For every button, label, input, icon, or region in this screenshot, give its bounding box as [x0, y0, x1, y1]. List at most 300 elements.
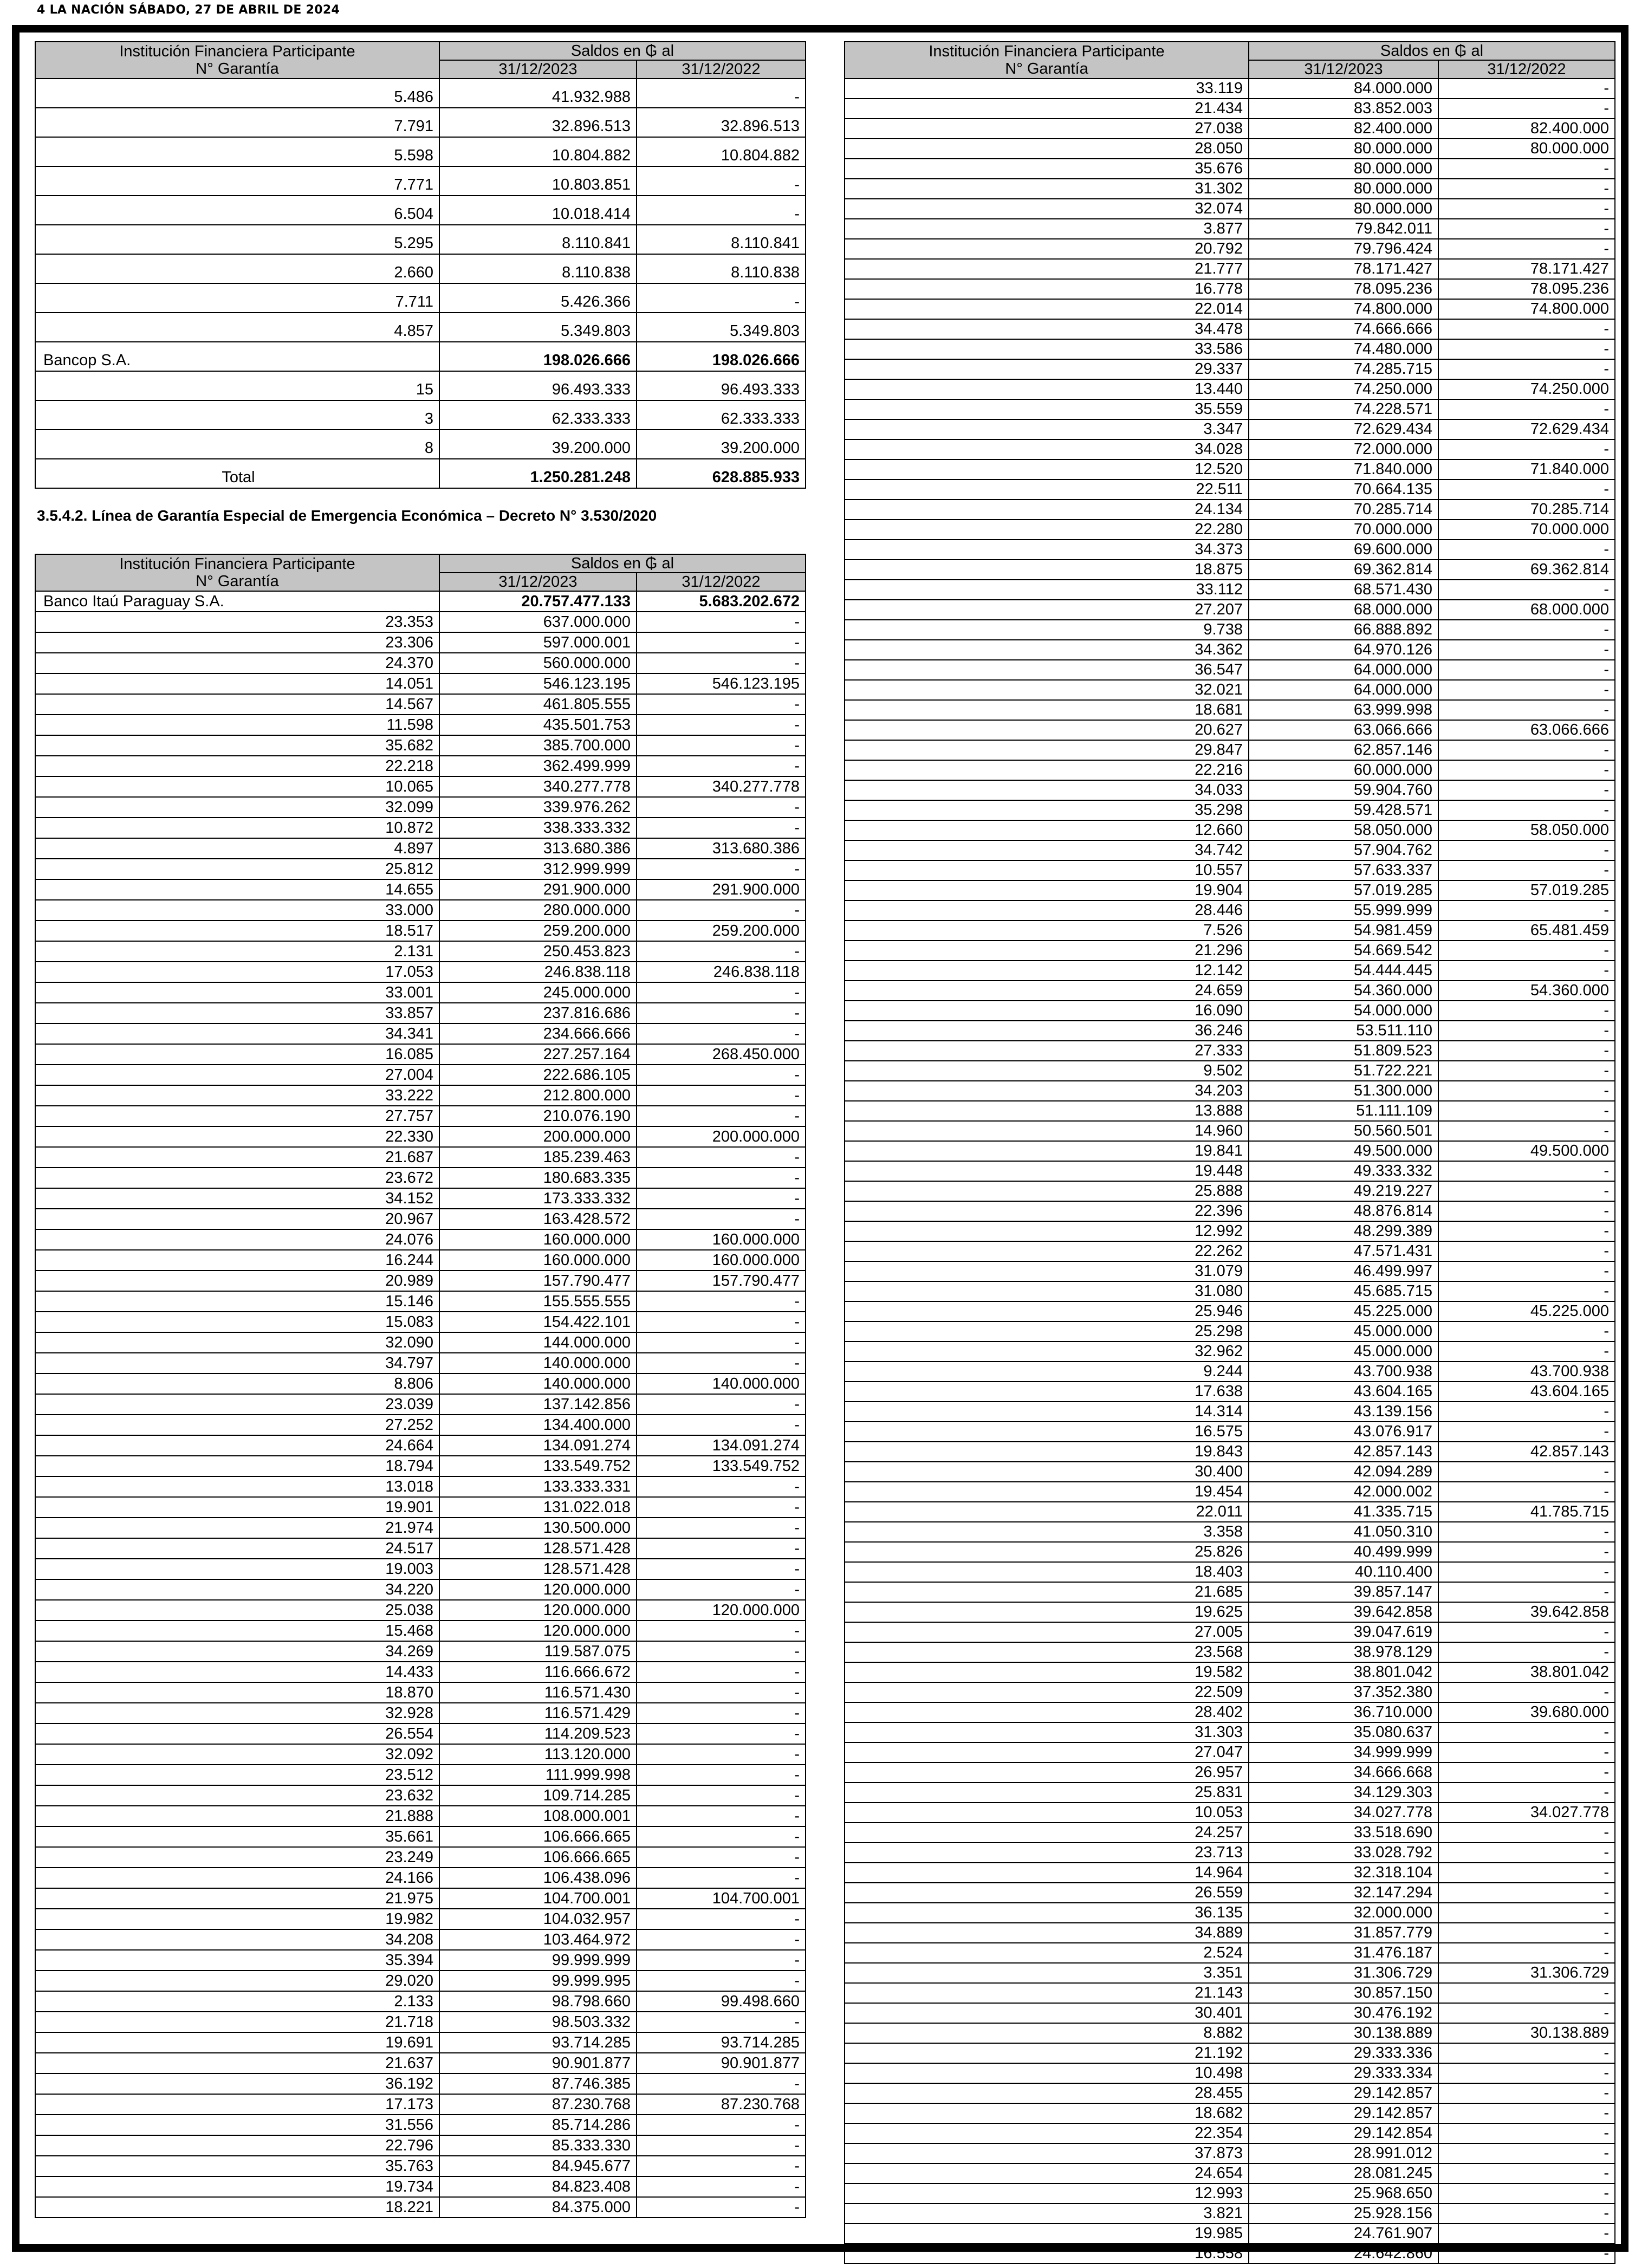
balance-2022: - — [637, 1806, 806, 1826]
balance-2022: 8.110.841 — [637, 225, 806, 254]
table-row — [845, 941, 1615, 961]
table-row — [35, 313, 806, 342]
table-row — [845, 379, 1615, 399]
balance-2023: 83.852.003 — [1249, 99, 1438, 119]
balance-2023: 36.710.000 — [1249, 1702, 1438, 1722]
balance-2023: 8.110.838 — [439, 254, 637, 283]
balance-2023: 10.803.851 — [439, 166, 637, 196]
guarantee-number: 10.557 — [845, 860, 1249, 880]
table-row — [35, 982, 806, 1003]
balance-2022: - — [637, 1826, 806, 1847]
balance-2022: 39.642.858 — [1438, 1602, 1615, 1622]
balance-2023: 31.306.729 — [1249, 1963, 1438, 1983]
balance-2022: 57.019.285 — [1438, 880, 1615, 900]
guarantee-number: 10.053 — [845, 1803, 1249, 1823]
balance-2023: 130.500.000 — [439, 1518, 637, 1538]
balance-2023: 31.857.779 — [1249, 1923, 1438, 1943]
balance-2023: 29.142.857 — [1249, 2083, 1438, 2103]
balance-2023: 131.022.018 — [439, 1497, 637, 1518]
balance-2022: - — [1438, 1622, 1615, 1642]
balance-2022: - — [637, 2156, 806, 2176]
table-row — [845, 1442, 1615, 1462]
table-bottom-left-body — [35, 591, 806, 2218]
table-row — [845, 1161, 1615, 1181]
balance-2023: 63.066.666 — [1249, 720, 1438, 740]
balance-2022: 70.285.714 — [1438, 500, 1615, 520]
balance-2022: 99.498.660 — [637, 1991, 806, 2012]
balance-2022: - — [637, 632, 806, 653]
guarantee-number: 32.074 — [845, 199, 1249, 219]
table-row — [35, 371, 806, 400]
balance-2022: - — [1438, 961, 1615, 981]
table-row — [845, 399, 1615, 419]
balance-2022: - — [637, 735, 806, 756]
balance-2022: - — [637, 982, 806, 1003]
balance-2022: 87.230.768 — [637, 2094, 806, 2115]
balance-2022: - — [1438, 941, 1615, 961]
guarantee-number: 35.559 — [845, 399, 1249, 419]
balance-2022: - — [1438, 1221, 1615, 1241]
balance-2022: - — [1438, 2063, 1615, 2083]
bank-name: Banco Itaú Paraguay S.A. — [35, 591, 439, 612]
guarantee-number: 35.394 — [35, 1950, 439, 1971]
table-row — [845, 1803, 1615, 1823]
balance-2022: - — [637, 1065, 806, 1085]
balance-2022: - — [1438, 1281, 1615, 1301]
balance-2022: - — [1438, 2083, 1615, 2103]
guarantee-number: 22.216 — [845, 760, 1249, 780]
guarantee-number: 10.498 — [845, 2063, 1249, 2083]
balance-2023: 28.991.012 — [1249, 2143, 1438, 2163]
table-row — [845, 1943, 1615, 1963]
guarantee-number: 16.778 — [845, 279, 1249, 299]
table-row — [845, 339, 1615, 359]
balance-2022: 74.800.000 — [1438, 299, 1615, 319]
guarantee-number: 32.021 — [845, 680, 1249, 700]
balance-2022: - — [637, 2115, 806, 2135]
balance-2023: 28.081.245 — [1249, 2163, 1438, 2183]
balance-2022: 160.000.000 — [637, 1250, 806, 1271]
table-row — [35, 1312, 806, 1332]
balance-2023: 72.629.434 — [1249, 419, 1438, 439]
balance-2022: - — [1438, 1121, 1615, 1141]
table-row — [845, 580, 1615, 600]
balance-2022: 93.714.285 — [637, 2032, 806, 2053]
balance-2022: 69.362.814 — [1438, 560, 1615, 580]
table-row — [845, 1221, 1615, 1241]
balance-2022: - — [1438, 860, 1615, 880]
balance-2023: 43.700.938 — [1249, 1362, 1438, 1382]
balance-2023: 42.000.002 — [1249, 1482, 1438, 1502]
table-row — [845, 79, 1615, 99]
balance-2022: 32.896.513 — [637, 108, 806, 137]
guarantee-number: 32.928 — [35, 1703, 439, 1723]
table-row — [35, 1003, 806, 1023]
balance-2023: 120.000.000 — [439, 1579, 637, 1600]
balance-2023: 250.453.823 — [439, 941, 637, 962]
balance-2022: 259.200.000 — [637, 921, 806, 941]
balance-2023: 32.147.294 — [1249, 1883, 1438, 1903]
balance-2023: 461.805.555 — [439, 694, 637, 715]
table-row — [845, 459, 1615, 479]
balance-2022: - — [1438, 2143, 1615, 2163]
header-balances: Saldos en ₲ al — [1249, 42, 1615, 60]
table-right-panel — [844, 41, 1614, 2264]
table-row — [35, 632, 806, 653]
balance-2022: - — [637, 900, 806, 921]
balance-2022: - — [1438, 1081, 1615, 1101]
balance-2023: 133.333.331 — [439, 1476, 637, 1497]
balance-2022: - — [1438, 1061, 1615, 1081]
balance-2023: 200.000.000 — [439, 1126, 637, 1147]
balance-2022: - — [1438, 1101, 1615, 1121]
balance-2022: - — [1438, 399, 1615, 419]
guarantee-number: 18.682 — [845, 2103, 1249, 2123]
balance-2023: 51.809.523 — [1249, 1041, 1438, 1061]
balance-2022: - — [637, 941, 806, 962]
section-title: 3.5.4.2. Línea de Garantía Especial de Emergencia Económica – Decreto N° 3.530/2020 — [37, 507, 657, 524]
guarantee-number: 22.509 — [845, 1682, 1249, 1702]
guarantee-number: 2.133 — [35, 1991, 439, 2012]
balance-2023: 338.333.332 — [439, 818, 637, 838]
guarantee-number: 16.558 — [845, 2244, 1249, 2264]
balance-2022: - — [637, 1744, 806, 1765]
table-row — [35, 879, 806, 900]
balance-2023: 55.999.999 — [1249, 900, 1438, 921]
table-row — [35, 283, 806, 313]
balance-2022: 546.123.195 — [637, 673, 806, 694]
balance-2022: 313.680.386 — [637, 838, 806, 859]
balance-2023: 54.981.459 — [1249, 921, 1438, 941]
guarantee-number: 3.358 — [845, 1522, 1249, 1542]
guarantee-number: 24.134 — [845, 500, 1249, 520]
guarantee-number: 19.982 — [35, 1909, 439, 1929]
balance-2022: - — [1438, 1562, 1615, 1582]
balance-2023: 54.669.542 — [1249, 941, 1438, 961]
guarantee-number: 22.011 — [845, 1502, 1249, 1522]
balance-2022: - — [1438, 1342, 1615, 1362]
guarantee-number: 26.559 — [845, 1883, 1249, 1903]
balance-2022: 71.840.000 — [1438, 459, 1615, 479]
balance-2022: 120.000.000 — [637, 1600, 806, 1621]
balance-2023: 144.000.000 — [439, 1332, 637, 1353]
table-row — [845, 500, 1615, 520]
table-row — [845, 99, 1615, 119]
balance-2023: 291.900.000 — [439, 879, 637, 900]
balance-2023: 33.028.792 — [1249, 1843, 1438, 1863]
table-row — [845, 1983, 1615, 2003]
balance-2022: 8.110.838 — [637, 254, 806, 283]
balance-2022: 198.026.666 — [637, 342, 806, 371]
header-institution-label: Institución Financiera Participante — [119, 555, 355, 573]
guarantee-number: 26.957 — [845, 1762, 1249, 1783]
guarantee-number: 34.203 — [845, 1081, 1249, 1101]
guarantee-number: 22.280 — [845, 520, 1249, 540]
balance-2022: - — [637, 694, 806, 715]
table-row — [845, 1522, 1615, 1542]
guarantee-number: 16.090 — [845, 1001, 1249, 1021]
balance-2022: 41.785.715 — [1438, 1502, 1615, 1522]
balance-2022: 246.838.118 — [637, 962, 806, 982]
balance-2023: 40.110.400 — [1249, 1562, 1438, 1582]
guarantee-number: 22.218 — [35, 756, 439, 776]
table-row — [35, 838, 806, 859]
balance-2023: 99.999.999 — [439, 1950, 637, 1971]
balance-2023: 245.000.000 — [439, 982, 637, 1003]
balance-2023: 116.571.429 — [439, 1703, 637, 1723]
balance-2023: 35.080.637 — [1249, 1722, 1438, 1742]
balance-2022: - — [637, 1929, 806, 1950]
table-row — [35, 1641, 806, 1662]
guarantee-number: 21.296 — [845, 941, 1249, 961]
guarantee-number: 32.099 — [35, 797, 439, 818]
balance-2022: 82.400.000 — [1438, 119, 1615, 139]
balance-2023: 113.120.000 — [439, 1744, 637, 1765]
balance-2022: - — [637, 1662, 806, 1682]
guarantee-number: 22.330 — [35, 1126, 439, 1147]
guarantee-number: 23.713 — [845, 1843, 1249, 1863]
balance-2022: - — [637, 653, 806, 673]
balance-2023: 48.876.814 — [1249, 1201, 1438, 1221]
balance-2022: - — [1438, 1843, 1615, 1863]
guarantee-number: 34.152 — [35, 1188, 439, 1209]
table-row — [845, 199, 1615, 219]
balance-2023: 74.480.000 — [1249, 339, 1438, 359]
balance-2022: - — [637, 859, 806, 879]
balance-2023: 45.225.000 — [1249, 1301, 1438, 1321]
guarantee-number: 14.964 — [845, 1863, 1249, 1883]
guarantee-number: 17.638 — [845, 1382, 1249, 1402]
balance-2022: - — [1438, 640, 1615, 660]
table-row — [845, 1742, 1615, 1762]
guarantee-number: 36.246 — [845, 1021, 1249, 1041]
table-row — [845, 1783, 1615, 1803]
balance-2022: - — [637, 1085, 806, 1106]
balance-2023: 339.976.262 — [439, 797, 637, 818]
table-row — [845, 1402, 1615, 1422]
guarantee-number: 21.888 — [35, 1806, 439, 1826]
balance-2023: 210.076.190 — [439, 1106, 637, 1126]
total-label: Total — [35, 459, 439, 488]
header-date-2022: 31/12/2022 — [637, 60, 806, 79]
guarantee-number: 34.373 — [845, 540, 1249, 560]
balance-2022: - — [1438, 79, 1615, 99]
balance-2022: - — [637, 1291, 806, 1312]
header-date-2023: 31/12/2023 — [439, 60, 637, 79]
balance-2023: 69.362.814 — [1249, 560, 1438, 580]
guarantee-number: 17.053 — [35, 962, 439, 982]
balance-2023: 42.094.289 — [1249, 1462, 1438, 1482]
balance-2022: - — [1438, 760, 1615, 780]
guarantee-number: 23.512 — [35, 1765, 439, 1785]
guarantee-number: 21.718 — [35, 2012, 439, 2032]
balance-2022: 58.050.000 — [1438, 820, 1615, 840]
balance-2023: 313.680.386 — [439, 838, 637, 859]
balance-2022: - — [637, 196, 806, 225]
balance-2022: 10.804.882 — [637, 137, 806, 166]
balance-2022: - — [637, 1188, 806, 1209]
guarantee-number: 24.257 — [845, 1823, 1249, 1843]
balance-2023: 119.587.075 — [439, 1641, 637, 1662]
guarantee-number: 19.454 — [845, 1482, 1249, 1502]
guarantee-number: 34.269 — [35, 1641, 439, 1662]
table-row — [845, 1963, 1615, 1983]
balance-2023: 82.400.000 — [1249, 119, 1438, 139]
balance-2023: 116.666.672 — [439, 1662, 637, 1682]
table-row — [35, 1023, 806, 1044]
guarantee-number: 26.554 — [35, 1723, 439, 1744]
table-row — [35, 2176, 806, 2197]
balance-2022: 134.091.274 — [637, 1435, 806, 1456]
table-row — [845, 1622, 1615, 1642]
balance-2022: - — [1438, 1682, 1615, 1702]
table-row — [35, 1065, 806, 1085]
balance-2023: 99.999.995 — [439, 1971, 637, 1991]
table-row — [35, 1806, 806, 1826]
balance-2022: - — [637, 1579, 806, 1600]
table-row — [845, 700, 1615, 720]
table-row — [35, 2135, 806, 2156]
balance-2023: 74.666.666 — [1249, 319, 1438, 339]
header-institution — [35, 42, 439, 79]
guarantee-number: 33.001 — [35, 982, 439, 1003]
table-row — [35, 1703, 806, 1723]
balance-2023: 57.019.285 — [1249, 880, 1438, 900]
balance-2023: 84.823.408 — [439, 2176, 637, 2197]
guarantee-number: 28.446 — [845, 900, 1249, 921]
balance-2022: 34.027.778 — [1438, 1803, 1615, 1823]
guarantee-number: 19.901 — [35, 1497, 439, 1518]
balance-2023: 57.904.762 — [1249, 840, 1438, 860]
balance-2022: - — [1438, 1863, 1615, 1883]
guarantee-number: 17.173 — [35, 2094, 439, 2115]
header-guarantee-label: N° Garantía — [1005, 60, 1088, 77]
balance-2023: 29.142.854 — [1249, 2123, 1438, 2143]
balance-2023: 29.142.857 — [1249, 2103, 1438, 2123]
table-row — [35, 137, 806, 166]
guarantee-number: 30.400 — [845, 1462, 1249, 1482]
balance-2023: 39.047.619 — [1249, 1622, 1438, 1642]
guarantee-number: 21.143 — [845, 1983, 1249, 2003]
guarantee-number: 35.763 — [35, 2156, 439, 2176]
guarantee-number: 25.812 — [35, 859, 439, 879]
balance-2022: - — [1438, 1001, 1615, 1021]
balance-2022: - — [1438, 179, 1615, 199]
table-row — [35, 715, 806, 735]
balance-2022: - — [1438, 2163, 1615, 2183]
guarantee-number: 33.000 — [35, 900, 439, 921]
balance-2023: 39.857.147 — [1249, 1582, 1438, 1602]
total-2022: 628.885.933 — [637, 459, 806, 488]
balance-2023: 362.499.999 — [439, 756, 637, 776]
balance-2023: 30.476.192 — [1249, 2003, 1438, 2023]
balance-2023: 34.129.303 — [1249, 1783, 1438, 1803]
balance-2023: 637.000.000 — [439, 612, 637, 632]
guarantee-number: 32.092 — [35, 1744, 439, 1765]
balance-2023: 222.686.105 — [439, 1065, 637, 1085]
table-row — [35, 196, 806, 225]
guarantee-number: 14.314 — [845, 1402, 1249, 1422]
balance-2022: - — [1438, 99, 1615, 119]
table-row — [35, 1126, 806, 1147]
balance-2023: 51.300.000 — [1249, 1081, 1438, 1101]
balance-2023: 32.318.104 — [1249, 1863, 1438, 1883]
balance-2022: - — [1438, 1522, 1615, 1542]
table-row — [35, 1991, 806, 2012]
balance-2022: 74.250.000 — [1438, 379, 1615, 399]
balance-2022: - — [1438, 1762, 1615, 1783]
table-row — [35, 1291, 806, 1312]
table-bottom-left-panel — [35, 554, 805, 2218]
table-row — [35, 2073, 806, 2094]
table-row — [35, 962, 806, 982]
table-row — [845, 1422, 1615, 1442]
balance-2022: - — [1438, 1021, 1615, 1041]
balance-2022: 43.700.938 — [1438, 1362, 1615, 1382]
balance-2022: - — [1438, 1582, 1615, 1602]
balance-2023: 51.111.109 — [1249, 1101, 1438, 1121]
guarantee-number: 21.975 — [35, 1888, 439, 1909]
balance-2022: 45.225.000 — [1438, 1301, 1615, 1321]
balance-2023: 104.032.957 — [439, 1909, 637, 1929]
balance-2022: - — [1438, 700, 1615, 720]
guarantee-number: 24.659 — [845, 981, 1249, 1001]
table-row — [35, 2094, 806, 2115]
balance-2022: - — [1438, 239, 1615, 259]
table-row — [845, 119, 1615, 139]
guarantee-number: 4.897 — [35, 838, 439, 859]
table-row — [845, 1823, 1615, 1843]
balance-2023: 85.714.286 — [439, 2115, 637, 2135]
table-row — [845, 239, 1615, 259]
header-date-2023: 31/12/2023 — [1249, 60, 1438, 79]
balance-2023: 74.800.000 — [1249, 299, 1438, 319]
guarantee-number: 10.872 — [35, 818, 439, 838]
table-row — [35, 1621, 806, 1641]
table-row — [35, 1353, 806, 1373]
balance-2022: - — [637, 1950, 806, 1971]
header-guarantee-label: N° Garantía — [196, 60, 279, 77]
balance-2022: - — [1438, 1482, 1615, 1502]
table-row — [35, 1868, 806, 1888]
guarantee-number: 19.003 — [35, 1559, 439, 1579]
guarantee-number: 31.303 — [845, 1722, 1249, 1742]
table-row — [845, 219, 1615, 239]
balance-2023: 43.139.156 — [1249, 1402, 1438, 1422]
balance-2023: 96.493.333 — [439, 371, 637, 400]
guarantee-number: 14.567 — [35, 694, 439, 715]
balance-2022: - — [1438, 800, 1615, 820]
table-row — [845, 2103, 1615, 2123]
guarantee-number: 31.556 — [35, 2115, 439, 2135]
table-row — [35, 1415, 806, 1435]
balance-2022: - — [637, 1518, 806, 1538]
guarantee-number: 3.821 — [845, 2204, 1249, 2224]
guarantee-number: 27.207 — [845, 600, 1249, 620]
guarantee-number: 28.455 — [845, 2083, 1249, 2103]
header-institution-label: Institución Financiera Participante — [929, 43, 1165, 60]
balance-2023: 93.714.285 — [439, 2032, 637, 2053]
table-row — [845, 1762, 1615, 1783]
balance-2023: 54.444.445 — [1249, 961, 1438, 981]
guarantee-number: 19.734 — [35, 2176, 439, 2197]
guarantee-number: 18.403 — [845, 1562, 1249, 1582]
balance-2022: 70.000.000 — [1438, 520, 1615, 540]
balance-2022: - — [637, 1868, 806, 1888]
balance-2023: 49.219.227 — [1249, 1181, 1438, 1201]
table-row — [845, 439, 1615, 459]
balance-2023: 46.499.997 — [1249, 1261, 1438, 1281]
